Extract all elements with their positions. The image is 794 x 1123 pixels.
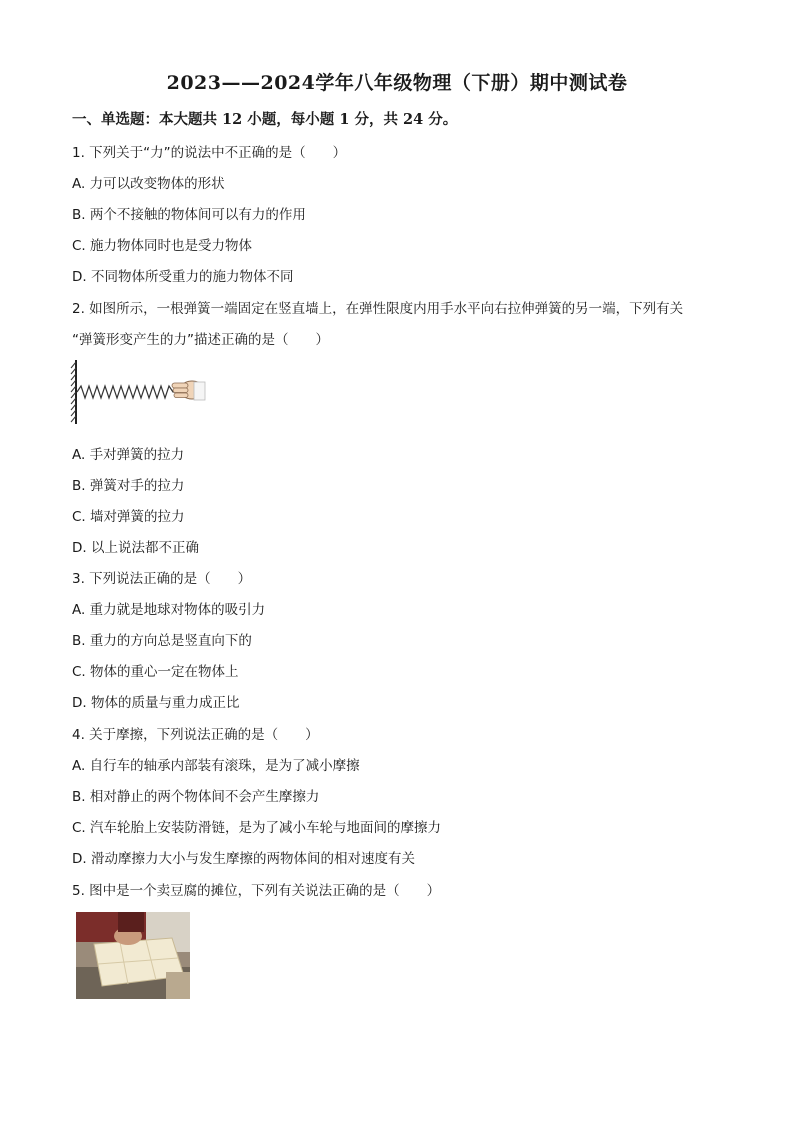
question-3-option-a: A. 重力就是地球对物体的吸引力	[72, 602, 266, 618]
question-4-option-a: A. 自行车的轴承内部装有滚珠，是为了减小摩擦	[72, 758, 360, 774]
spring-icon	[77, 386, 178, 398]
question-4-option-b: B. 相对静止的两个物体间不会产生摩擦力	[72, 789, 320, 805]
question-2-option-a: A. 手对弹簧的拉力	[72, 447, 185, 463]
question-3-stem: 3. 下列说法正确的是（ ）	[72, 571, 252, 587]
question-2-option-b: B. 弹簧对手的拉力	[72, 478, 185, 494]
wall-icon	[71, 360, 76, 424]
question-2-option-c: C. 墙对弹簧的拉力	[72, 509, 185, 525]
hand-icon	[172, 381, 205, 400]
question-4-stem: 4. 关于摩擦，下列说法正确的是（ ）	[72, 727, 319, 743]
question-3-option-b: B. 重力的方向总是竖直向下的	[72, 633, 252, 649]
spring-wall-hand-figure	[70, 358, 210, 426]
question-4-option-d: D. 滑动摩擦力大小与发生摩擦的两物体间的相对速度有关	[72, 851, 415, 867]
question-2-stem: 2. 如图所示，一根弹簧一端固定在竖直墙上，在弹性限度内用手水平向右拉伸弹簧的另一端，下列有关	[72, 301, 684, 317]
question-1-option-b: B. 两个不接触的物体间可以有力的作用	[72, 207, 306, 223]
question-2-option-d: D. 以上说法都不正确	[72, 540, 199, 556]
tofu-stall-photo	[76, 912, 190, 999]
question-5-stem: 5. 图中是一个卖豆腐的摊位，下列有关说法正确的是（ ）	[72, 883, 441, 899]
question-1-option-d: D. 不同物体所受重力的施力物体不同	[72, 269, 294, 285]
section-heading: 一、单选题：本大题共 12 小题，每小题 1 分，共 24 分。	[72, 111, 458, 128]
question-3-option-d: D. 物体的质量与重力成正比	[72, 695, 240, 711]
question-1-option-a: A. 力可以改变物体的形状	[72, 176, 225, 192]
question-2-stem-continued: “弹簧形变产生的力”描述正确的是（ ）	[72, 332, 329, 348]
question-1-stem: 1. 下列关于“力”的说法中不正确的是（ ）	[72, 145, 347, 161]
question-4-option-c: C. 汽车轮胎上安装防滑链，是为了减小车轮与地面间的摩擦力	[72, 820, 442, 836]
page-title: 2023——2024学年八年级物理（下册）期中测试卷	[166, 72, 628, 94]
question-3-option-c: C. 物体的重心一定在物体上	[72, 664, 239, 680]
question-1-option-c: C. 施力物体同时也是受力物体	[72, 238, 253, 254]
